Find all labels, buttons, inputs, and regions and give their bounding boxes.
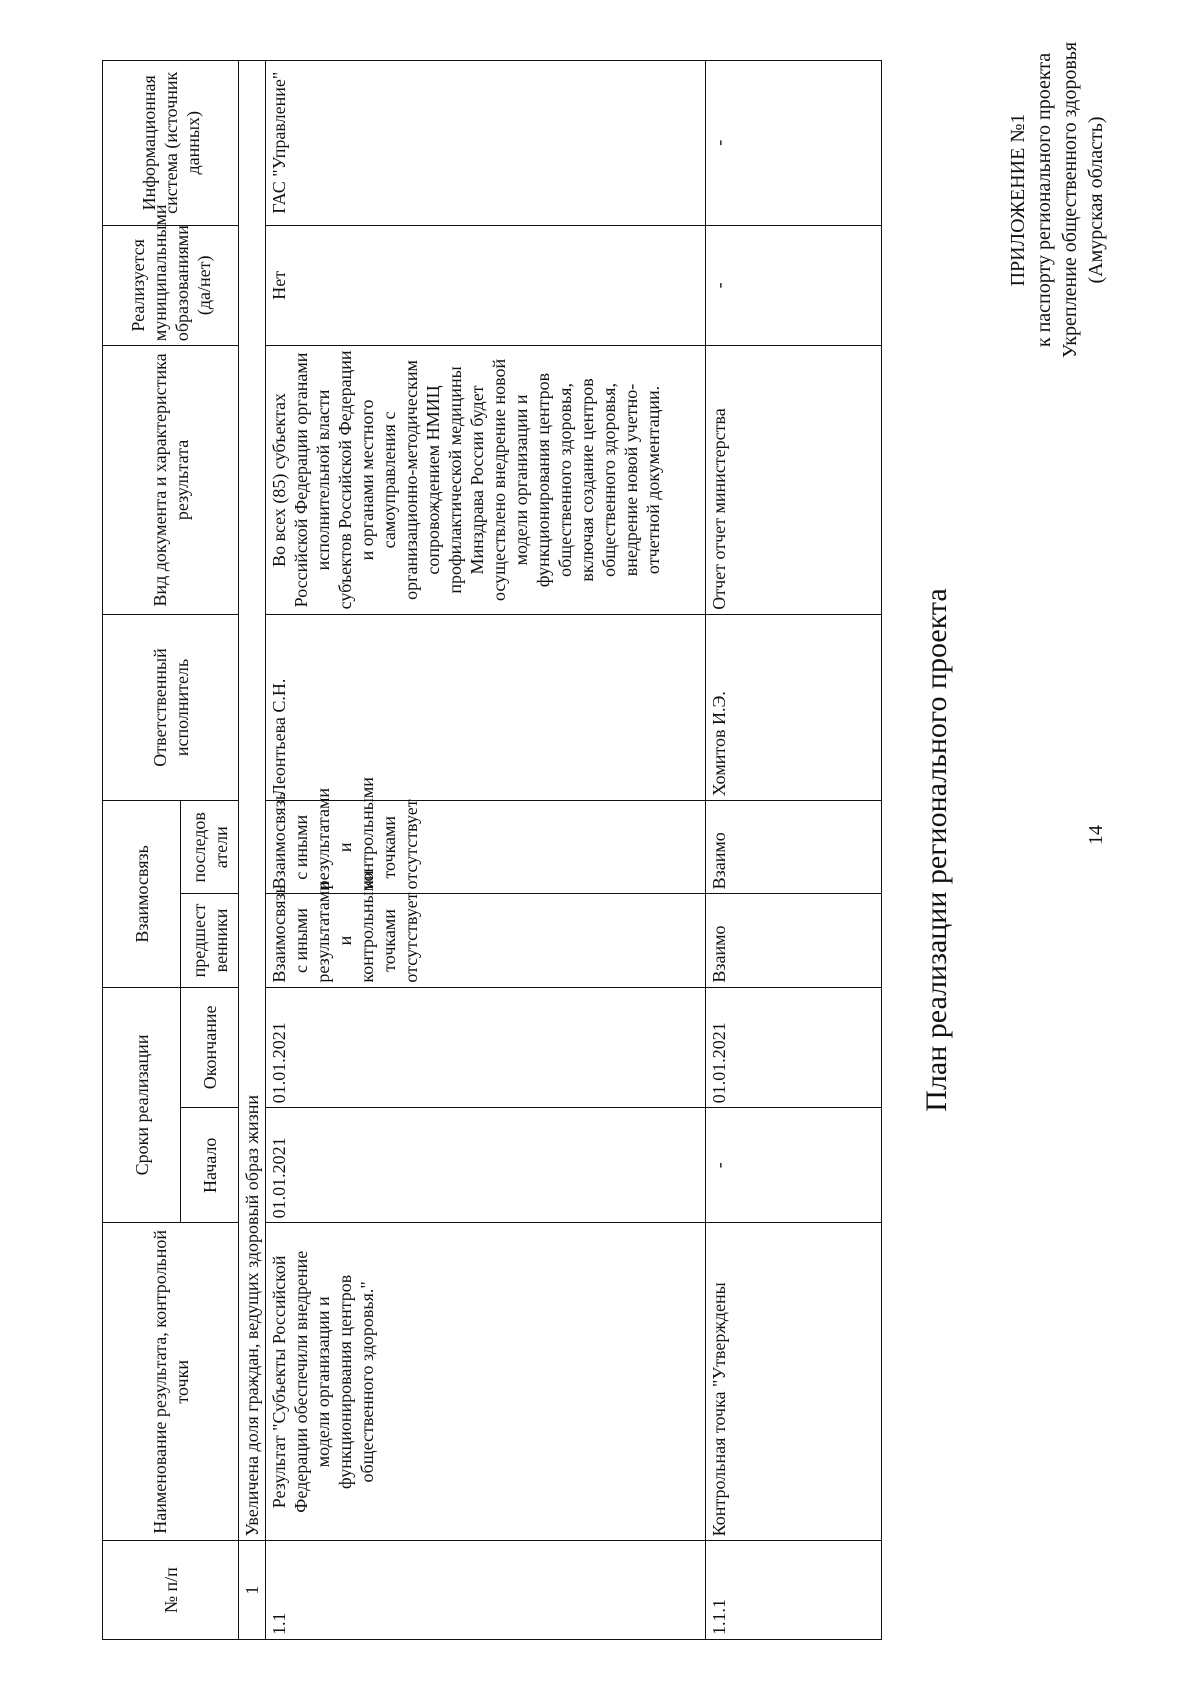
appendix-line: (Амурская область) (1085, 116, 1107, 284)
row-doc: Во всех (85) субъектах Российской Федерации органами исполнительной власти субъектов Российской Федерации и органами местного самоуправления с организационно-методическим сопровождением НМИЦ профилактической медицины Минздрава России будет осуществлено внедрение новой модели организации и функционирования центров общественного здоровья, включая создание центров общественного здоровья, внедрение новой учетно-отчетной документации. (266, 346, 706, 615)
table-row (266, 61, 706, 1640)
row-succ: Взаимо (706, 801, 882, 894)
section-title: Увеличена доля граждан, ведущих здоровый образ жизни (239, 61, 266, 1541)
table-row (706, 61, 882, 1640)
row-info: - (706, 61, 882, 226)
header-name: Наименование результата, контрольной точки (103, 1223, 239, 1541)
header-info: Информационная система (источник данных) (103, 61, 239, 226)
row-muni: - (706, 225, 882, 346)
appendix-title: ПРИЛОЖЕНИЕ №1 (1007, 113, 1029, 287)
row-name: Контрольная точка "Утверждены (706, 1223, 882, 1541)
row-start: 01.01.2021 (266, 1108, 706, 1223)
header-link: Взаимосвязь (103, 801, 181, 987)
table-row (239, 61, 266, 1640)
plan-title: План реализации регионального проекта (920, 588, 953, 1112)
row-name: Результат "Субъекты Российской Федерации обеспечили внедрение модели организации и функционирования центров общественного здоровья." (266, 1223, 706, 1541)
header-resp: Ответственный исполнитель (103, 614, 239, 800)
header-muni: Реализуется муниципальными образованиями (да/нет) (103, 225, 239, 346)
row-doc: Отчет отчет министерства (706, 346, 882, 615)
appendix-block (1005, 20, 1109, 380)
row-end: 01.01.2021 (706, 987, 882, 1108)
row-muni: Нет (266, 225, 706, 346)
appendix-line: к паспорту регионального проекта (1033, 52, 1055, 348)
header-start: Начало (181, 1108, 239, 1223)
appendix-line: Укрепление общественного здоровья (1059, 41, 1081, 359)
page-number: 14 (1085, 825, 1107, 845)
row-pred: Взаимосвязь с иными результатами и контрольными точками отсутствует (266, 894, 706, 987)
row-resp: Хомитов И.Э. (706, 614, 882, 800)
header-doc: Вид документа и характеристика результата (103, 346, 239, 615)
row-info: ГАС "Управление" (266, 61, 706, 226)
row-pred: Взаимо (706, 894, 882, 987)
header-num: № п/п (103, 1541, 239, 1640)
row-num: 1.1 (266, 1541, 706, 1640)
row-num: 1.1.1 (706, 1541, 882, 1640)
header-succ: последов атели (181, 801, 239, 894)
row-start: - (706, 1108, 882, 1223)
header-pred: предшест венники (181, 894, 239, 987)
header-end: Окончание (181, 987, 239, 1108)
plan-table (102, 60, 882, 1640)
header-terms: Сроки реализации (103, 987, 181, 1223)
row-resp: Леонтьева С.Н. (266, 614, 706, 800)
row-num: 1 (239, 1541, 266, 1640)
row-end: 01.01.2021 (266, 987, 706, 1108)
row-succ: Взаимосвязь с иными результатами и контрольными точками отсутствует (266, 801, 706, 894)
